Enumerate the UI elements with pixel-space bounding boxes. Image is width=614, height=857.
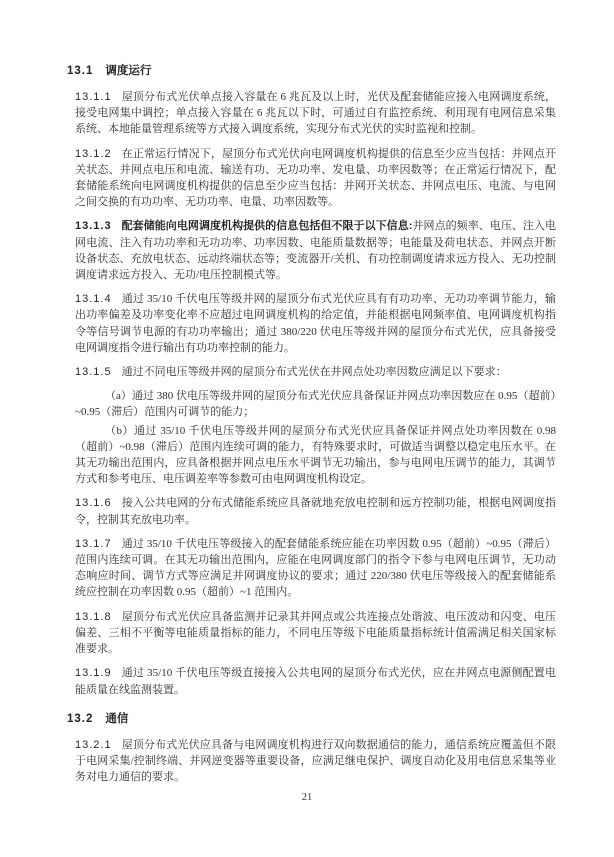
section-communication — [67, 712, 556, 786]
section-number: 13.2 — [67, 712, 94, 725]
clause-number: 13.1.4 — [75, 293, 112, 306]
clause-text: 通过 35/10 千伏电压等级接入的配套储能系统应能在功率因数 0.95（超前）~0.95（滞后）范围内连续可调。在其无功输出范围内，应能在电网调度部门的指令下参与电网电压调节，无功动态响应时间、调节方式等应满足并网调度协议的要求；通过 220/380 伏电压等级接入的配套储能系统应控制在功率因数 0.95（超前）~1 范围内。 — [75, 537, 556, 599]
clause-text: 在正常运行情况下，屋顶分布式光伏向电网调度机构提供的信息至少应当包括：并网点开关状态、并网点电压和电流、输送有功、无功功率、发电量、功率因数等；在正常运行情况下，配套储能系统向电网调度机构提供的信息至少应当包括：并网开关状态、并网点电压、电流、与电网之间交换的有功功率、无功功率、电量、功率因数等。 — [75, 147, 556, 209]
clause-number: 13.1.8 — [75, 610, 112, 623]
clause-text: 屋顶分布式光伏应具备与电网调度机构进行双向数据通信的能力，通信系统应覆盖但不限于电网采集/控制终端、并网逆变器等重要设备，应满足继电保护、调度自动化及用电信息采集等业务对电力通信的要求。 — [75, 738, 556, 784]
clause-13-1-3 — [75, 218, 556, 283]
clause-13-1-8 — [75, 609, 556, 658]
clause-text: 通过不同电压等级并网的屋顶分布式光伏在并网点处功率因数应满足以下要求： — [121, 366, 507, 379]
clause-text: 并网点的频率、电压、注入电网电流、注入有功功率和无功功率、功率因数、电能质量数据等；电能量及荷电状态、并网点开断设备状态、充放电状态、远动终端状态等；变流器开/关机、有功控制调度请求远方投入、无功控制调度请求远方投入、无功/电压控制模式等。 — [75, 220, 557, 282]
clause-13-1-5 — [75, 364, 556, 380]
page-number: 21 — [301, 792, 313, 803]
clause-number: 13.1.5 — [75, 366, 112, 379]
section-title: 调度运行 — [105, 65, 152, 77]
clause-13-1-7 — [75, 536, 556, 601]
clause-text: 屋顶分布式光伏应具备监测并记录其并网点或公共连接点处谐波、电压波动和闪变、电压偏差、三相不平衡等电能质量指标的能力，不同电压等级下电能质量指标统计值需满足相关国家标准要求。 — [75, 610, 556, 656]
section-heading-13-1 — [67, 64, 556, 79]
clause-bold-lead: 配套储能向电网调度机构提供的信息包括但不限于以下信息: — [121, 220, 413, 233]
clause-13-1-4 — [75, 291, 556, 356]
section-number: 13.1 — [67, 65, 94, 77]
clause-text: 通过 35/10 千伏电压等级直接接入公共电网的屋顶分布式光伏，应在并网点电源侧配置电能质量在线监测装置。 — [75, 667, 556, 696]
section-heading-13-2 — [67, 712, 556, 727]
clause-13-1-5-item-b: （b）通过 35/10 千伏电压等级并网的屋顶分布式光伏应具备保证并网点处功率因数在 0.98（超前）~0.98（滞后）范围内连续可调的能力，有特殊要求时，可做适当调整以稳定电压水平。在其无功输出范围内，应具备根据并网点电压水平调节无功输出，参与电网电压调节的能力，其调节方式和参考电压、电压调差率等参数可由电网调度机构设定。 — [75, 424, 556, 486]
clause-13-2-1 — [75, 737, 556, 786]
clause-number: 13.1.2 — [75, 147, 112, 160]
clause-number: 13.1.1 — [75, 91, 112, 103]
clause-13-1-1 — [75, 89, 556, 138]
clause-13-1-6 — [75, 495, 556, 527]
section-dispatch-operation — [67, 64, 557, 698]
clause-13-1-2 — [75, 146, 556, 211]
clause-number: 13.1.6 — [75, 497, 112, 510]
clause-number: 13.1.7 — [75, 537, 112, 550]
section-title: 通信 — [105, 712, 129, 725]
clause-number: 13.1.3 — [75, 220, 112, 233]
clause-text: 通过 35/10 千伏电压等级并网的屋顶分布式光伏应具有有功功率、无功功率调节能力，输出功率偏差及功率变化率不应超过电网调度机构的给定值，并能根据电网频率值、电网调度机构指令等信号调节电源的有功功率输出；通过 380/220 伏电压等级并网的屋顶分布式光伏，应具备接受电网调度指令进行输出有功功率控制的能力。 — [75, 293, 556, 354]
clause-text: 屋顶分布式光伏单点接入容量在 6 兆瓦及以上时，光伏及配套储能应接入电网调度系统，接受电网集中调控；单点接入容量在 6 兆瓦以下时，可通过自有监控系统、利用现有电网信息采集系统、本地能量管理系统等方式接入调度系统，实现分布式光伏的实时监视和控制。 — [75, 91, 556, 136]
clause-number: 13.1.9 — [75, 667, 112, 680]
clause-13-1-5-item-a: （a）通过 380 伏电压等级并网的屋顶分布式光伏应具备保证并网点功率因数应在 0.95（超前）~0.95（滞后）范围内可调节的能力； — [75, 390, 556, 419]
clause-number: 13.2.1 — [75, 738, 112, 751]
clause-13-1-9 — [75, 665, 556, 697]
clause-text: 接入公共电网的分布式储能系统应具备就地充放电控制和远方控制功能，根据电网调度指令，控制其充放电功率。 — [75, 497, 556, 526]
